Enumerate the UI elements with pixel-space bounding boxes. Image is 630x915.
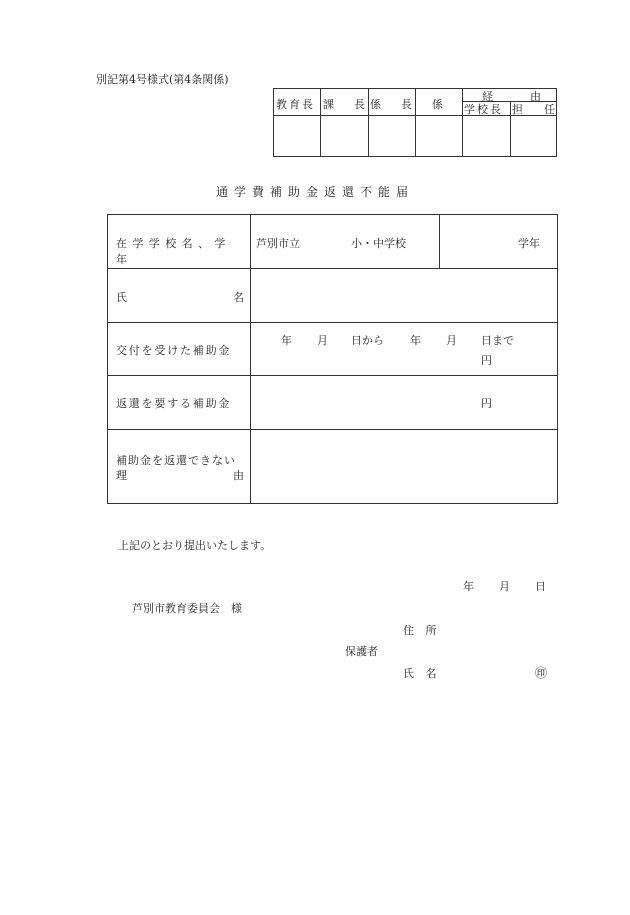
grid-divider bbox=[415, 89, 416, 156]
addressee: 芦別市教育委員会 様 bbox=[132, 602, 242, 615]
submission-statement: 上記のとおり提出いたします。 bbox=[118, 539, 272, 552]
approval-kakaricho-b: 長 bbox=[401, 98, 412, 111]
period-year-2: 年 bbox=[410, 334, 421, 347]
period-month-2: 月 bbox=[446, 334, 457, 347]
school-city-prefix: 芦別市立 bbox=[256, 237, 300, 250]
approval-kakari: 係 bbox=[432, 98, 443, 111]
row-label-reason-line2 bbox=[116, 467, 244, 483]
period-from: 日から bbox=[351, 334, 384, 347]
row-label-school bbox=[116, 235, 244, 267]
column-divider bbox=[250, 215, 251, 503]
approval-kyoikucho: 教育長 bbox=[276, 98, 315, 111]
seal-mark: ㊞ bbox=[535, 666, 548, 680]
grid-divider bbox=[510, 101, 511, 156]
row-divider bbox=[108, 429, 557, 430]
approval-stamp-grid bbox=[273, 88, 557, 157]
label-char: 理 bbox=[116, 469, 127, 482]
column-divider bbox=[439, 215, 440, 269]
period-to: 日まで bbox=[481, 334, 514, 347]
label-char: 名 bbox=[233, 291, 244, 304]
approval-gakkocho: 学校長 bbox=[464, 103, 503, 116]
school-type: 小・中学校 bbox=[351, 237, 406, 250]
approval-keiyu-b: 由 bbox=[530, 90, 541, 103]
row-label-reason-line1: 補助金を返還できない bbox=[116, 454, 236, 467]
submit-date-year: 年 bbox=[463, 580, 474, 593]
address-label: 住 所 bbox=[403, 624, 441, 637]
label-text: 在学学校名、学年 bbox=[116, 237, 231, 266]
submit-date-day: 日 bbox=[535, 580, 546, 593]
period-year-1: 年 bbox=[281, 334, 292, 347]
grid-divider bbox=[368, 89, 369, 156]
label-char: 由 bbox=[233, 469, 244, 482]
row-divider bbox=[108, 375, 557, 376]
label-char: 氏 bbox=[116, 291, 127, 304]
approval-tanto-b: 任 bbox=[544, 103, 555, 116]
row-divider bbox=[108, 322, 557, 323]
submit-date-month: 月 bbox=[499, 580, 510, 593]
grid-divider bbox=[462, 89, 463, 156]
row-divider bbox=[108, 268, 557, 269]
document-title: 通学費補助金返還不能届 bbox=[215, 185, 414, 199]
approval-tanto-a: 担 bbox=[512, 103, 523, 116]
guardian-label: 保護者 bbox=[345, 645, 378, 658]
row-label-name bbox=[116, 289, 244, 305]
row-label-received-subsidy: 交付を受けた補助金 bbox=[116, 344, 232, 357]
approval-kacho-b: 長 bbox=[354, 98, 365, 111]
approval-keiyu-a: 経 bbox=[482, 90, 493, 103]
repayment-amount-yen: 円 bbox=[481, 397, 492, 410]
approval-kacho-a: 課 bbox=[323, 98, 334, 111]
period-month-1: 月 bbox=[317, 334, 328, 347]
grid-divider bbox=[320, 89, 321, 156]
row-label-repayment-required: 返還を要する補助金 bbox=[116, 397, 232, 410]
received-amount-yen: 円 bbox=[481, 354, 492, 367]
form-number-label: 別記第4号様式(第4条関係) bbox=[96, 73, 229, 86]
name-label: 氏 名 bbox=[403, 667, 441, 680]
application-form-table bbox=[107, 214, 558, 504]
approval-kakaricho-a: 係 bbox=[370, 98, 381, 111]
grade-label: 学年 bbox=[518, 237, 540, 250]
